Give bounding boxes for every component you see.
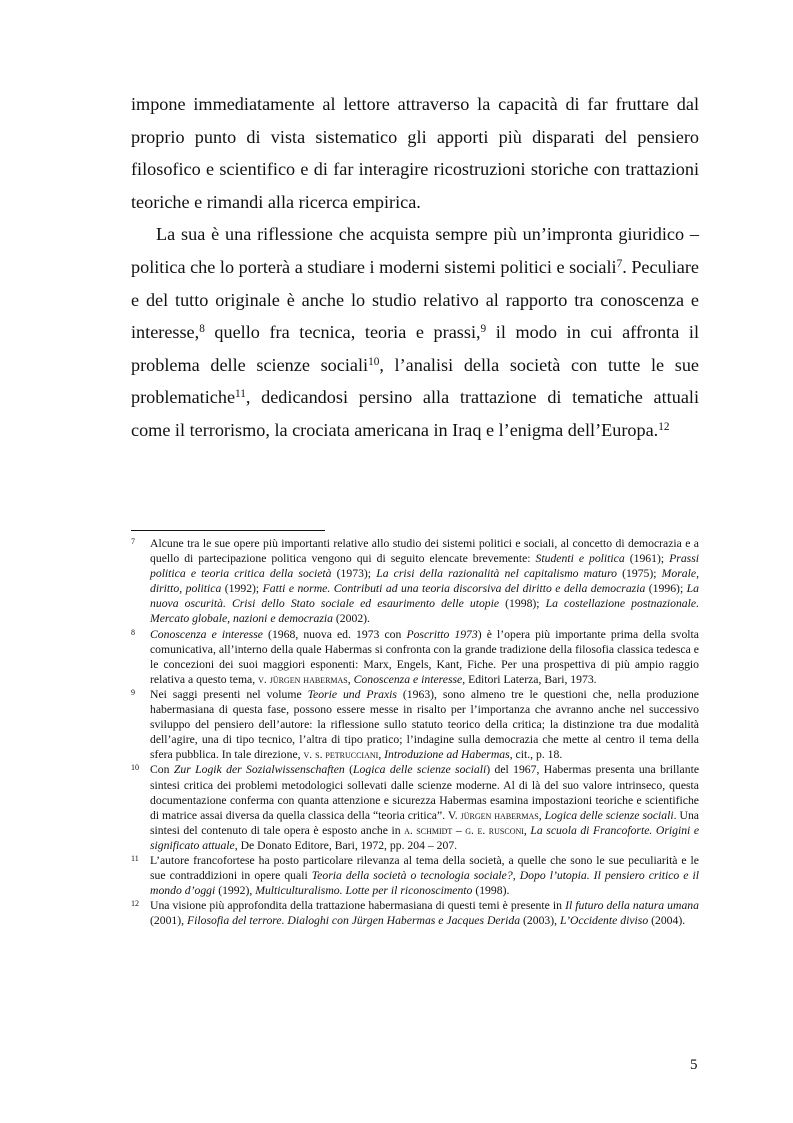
text-run: . Una sintesi del contenuto di tale opera è esposto anche in — [150, 808, 699, 837]
text-run: (2004). — [648, 914, 686, 928]
italic-title: La crisi della razionalità nel capitalismo maturo — [376, 567, 617, 581]
author-name: v. s. petrucciani — [303, 748, 379, 762]
footnote-number: 11 — [131, 853, 139, 863]
text-run: , — [523, 823, 531, 837]
text-run: , — [538, 808, 545, 822]
footnote-separator — [131, 530, 325, 531]
text-run: (1973); — [331, 567, 377, 581]
footnote-ref: 9 — [480, 322, 487, 335]
text-run: (1998); — [499, 597, 546, 611]
footnote-ref: 11 — [235, 388, 246, 401]
text-run: ( — [344, 763, 354, 777]
italic-title: Fatti e norme. Contributi ad una teoria discorsiva del diritto e della democrazia — [262, 582, 646, 596]
text-run: (1961); — [624, 552, 670, 566]
page-number: 5 — [690, 1057, 698, 1073]
text-run: (2002). — [332, 612, 370, 626]
italic-title: La nuova oscurità. Crisi dello Stato sociale ed esaurimento delle utopie — [150, 582, 700, 611]
footnote-number: 12 — [131, 899, 139, 909]
text-run: , — [378, 748, 385, 762]
text-run: , l’analisi della società con tutte le sue problematiche — [131, 354, 699, 408]
text-run: quello fra tecnica, teoria e prassi, — [204, 322, 481, 343]
footnote — [131, 687, 699, 762]
footnote — [131, 898, 699, 928]
text-run: Con — [150, 763, 174, 777]
text-run: , — [512, 869, 520, 883]
author-name: a. schmidt – g. e. rusconi — [404, 823, 524, 837]
italic-title: Poscritto 1973 — [406, 627, 478, 641]
footnote-ref: 10 — [368, 355, 380, 368]
text-run: , — [347, 672, 354, 686]
italic-title: Il futuro della natura umana — [565, 899, 699, 913]
italic-title: Prassi politica e teoria critica della società — [150, 552, 700, 581]
footnote-ref: 7 — [616, 257, 623, 270]
footnote — [131, 627, 699, 687]
text-run: Nei saggi presenti nel volume — [150, 687, 308, 701]
text-run: Alcune tra le sue opere più importanti relative allo studio dei sistemi politici e sociali, al concetto di democrazia e a quello di partecipazione politica vengono qui di seguito elencate brevemente: — [150, 537, 699, 566]
author-name: v. jürgen habermas — [258, 672, 348, 686]
text-run: L’autore francofortese ha posto particolare rilevanza al tema della società, a quelle che sono le sue peculiarità e le sue contraddizioni in opere quali — [150, 853, 699, 883]
text-run: (1992); — [221, 582, 263, 596]
text-run: (1992), — [215, 884, 256, 898]
author-name: jürgen habermas — [460, 808, 539, 822]
footnote-number: 7 — [131, 537, 135, 546]
footnote — [131, 762, 699, 853]
italic-title: Introduzione ad Habermas — [384, 748, 510, 762]
text-run: (1975); — [616, 567, 662, 581]
text-run: , Editori Laterza, Bari, 1973. — [462, 672, 597, 686]
text-run: La sua è una riflessione che acquista sempre più un’impronta giuridico – politica che lo porterà a studiare i moderni sistemi politici e sociali — [131, 224, 699, 277]
footnotes — [131, 536, 699, 928]
text-run: (1968, nuova ed. 1973 con — [262, 627, 407, 641]
text-run: ) è l’opera più importante prima della svolta comunicativa, all’interno della quale Habermas si confronta con la grande tradizione della filosofia classica tedesca e le concezioni dei suoi maggiori esponenti: Marx, Engels, Kant, Fiche. Per una prospettiva di più ampio raggio relativa a questo tema, — [150, 627, 699, 686]
text-run: (2001), — [150, 914, 188, 928]
text-run: (1996); — [645, 582, 687, 596]
text-run: (2003), — [520, 914, 560, 928]
italic-title: L’Occidente diviso — [560, 914, 649, 928]
text-run: , De Donato Editore, Bari, 1972, pp. 204 – 207. — [234, 838, 458, 852]
text-run: . Peculiare e del tutto originale è anche lo studio relativo al rapporto tra conoscenza e interesse, — [131, 256, 699, 343]
italic-title: Logica delle scienze sociali — [353, 763, 487, 777]
italic-title: Logica delle scienze sociali — [544, 808, 674, 822]
footnote-number: 9 — [131, 687, 135, 697]
paragraph-2 — [131, 218, 699, 446]
italic-title: La costellazione postnazionale. Mercato globale, nazioni e democrazia — [150, 597, 700, 626]
italic-title: La scuola di Francoforte. Origini e significato attuale — [150, 823, 700, 852]
italic-title: Morale, diritto, politica — [150, 567, 699, 596]
footnote-number: 10 — [131, 763, 139, 773]
text-run: Una visione più approfondita della trattazione habermasiana di questi temi è presente in — [150, 899, 566, 913]
italic-title: Studenti e politica — [535, 552, 625, 566]
footnote — [131, 853, 699, 898]
text-run: , dedicandosi persino alla trattazione di tematiche attuali come il terrorismo, la crociata americana in Iraq e l’enigma dell’Europa. — [131, 387, 699, 440]
paragraph-1 — [131, 88, 699, 218]
footnote — [131, 536, 699, 627]
text-run: il modo in cui affronta il problema delle scienze sociali — [131, 322, 699, 375]
text-run: ) del 1967, Habermas presenta una brillante sintesi critica dei problemi metodologici sollevati dalle scienze moderne. Al di là del suo valore intrinseco, questa documentazione conferma con quanta attenzione e sicurezza Habermas esamina impostazioni teoriche e scientifiche di matrice assai diversa da quella classica della “teoria critica”. V. — [150, 763, 700, 822]
main-text — [131, 88, 699, 447]
italic-title: Zur Logik der Sozialwissenschaften — [173, 763, 345, 777]
italic-title: Conoscenza e interesse — [150, 627, 263, 641]
footnote-ref: 8 — [199, 322, 205, 335]
italic-title: Conoscenza e interesse — [353, 672, 463, 686]
italic-title: Teorie und Praxis — [307, 687, 397, 701]
text-run: (1963), sono almeno tre le questioni che, nella produzione habermasiana di questa fase, possono essere messe in risalto per l’importanza che avranno anche nel successivo sviluppo del pensiero dell’autore: la riflessione sullo statuto teorico della critica; la distinzione tra due modalità dell’agire, una di tipo tecnico, l’altra di tipo pratico; l’indagine sulla democrazia che mette al centro il tema della sfera pubblica. In tale direzione, — [150, 687, 699, 762]
italic-title: Teoria della società o tecnologia sociale? — [311, 869, 513, 883]
footnote-ref: 12 — [658, 420, 670, 433]
italic-title: Multiculturalismo. Lotte per il riconoscimento — [255, 884, 473, 898]
footnote-number: 8 — [131, 627, 135, 637]
text-run: , cit., p. 18. — [509, 748, 563, 762]
italic-title: Filosofia del terrore. Dialoghi con Jürgen Habermas e Jacques Derida — [187, 914, 521, 928]
italic-title: Dopo l’utopia. Il pensiero critico e il mondo d’oggi — [150, 869, 700, 898]
text-run: impone immediatamente al lettore attraverso la capacità di far fruttare dal proprio punto di vista sistematico gli apporti più disparati del pensiero filosofico e scientifico e di far interagire ricostruzioni storiche con trattazioni teoriche e rimandi alla ricerca empirica. — [131, 94, 699, 212]
text-run: (1998). — [472, 884, 510, 898]
